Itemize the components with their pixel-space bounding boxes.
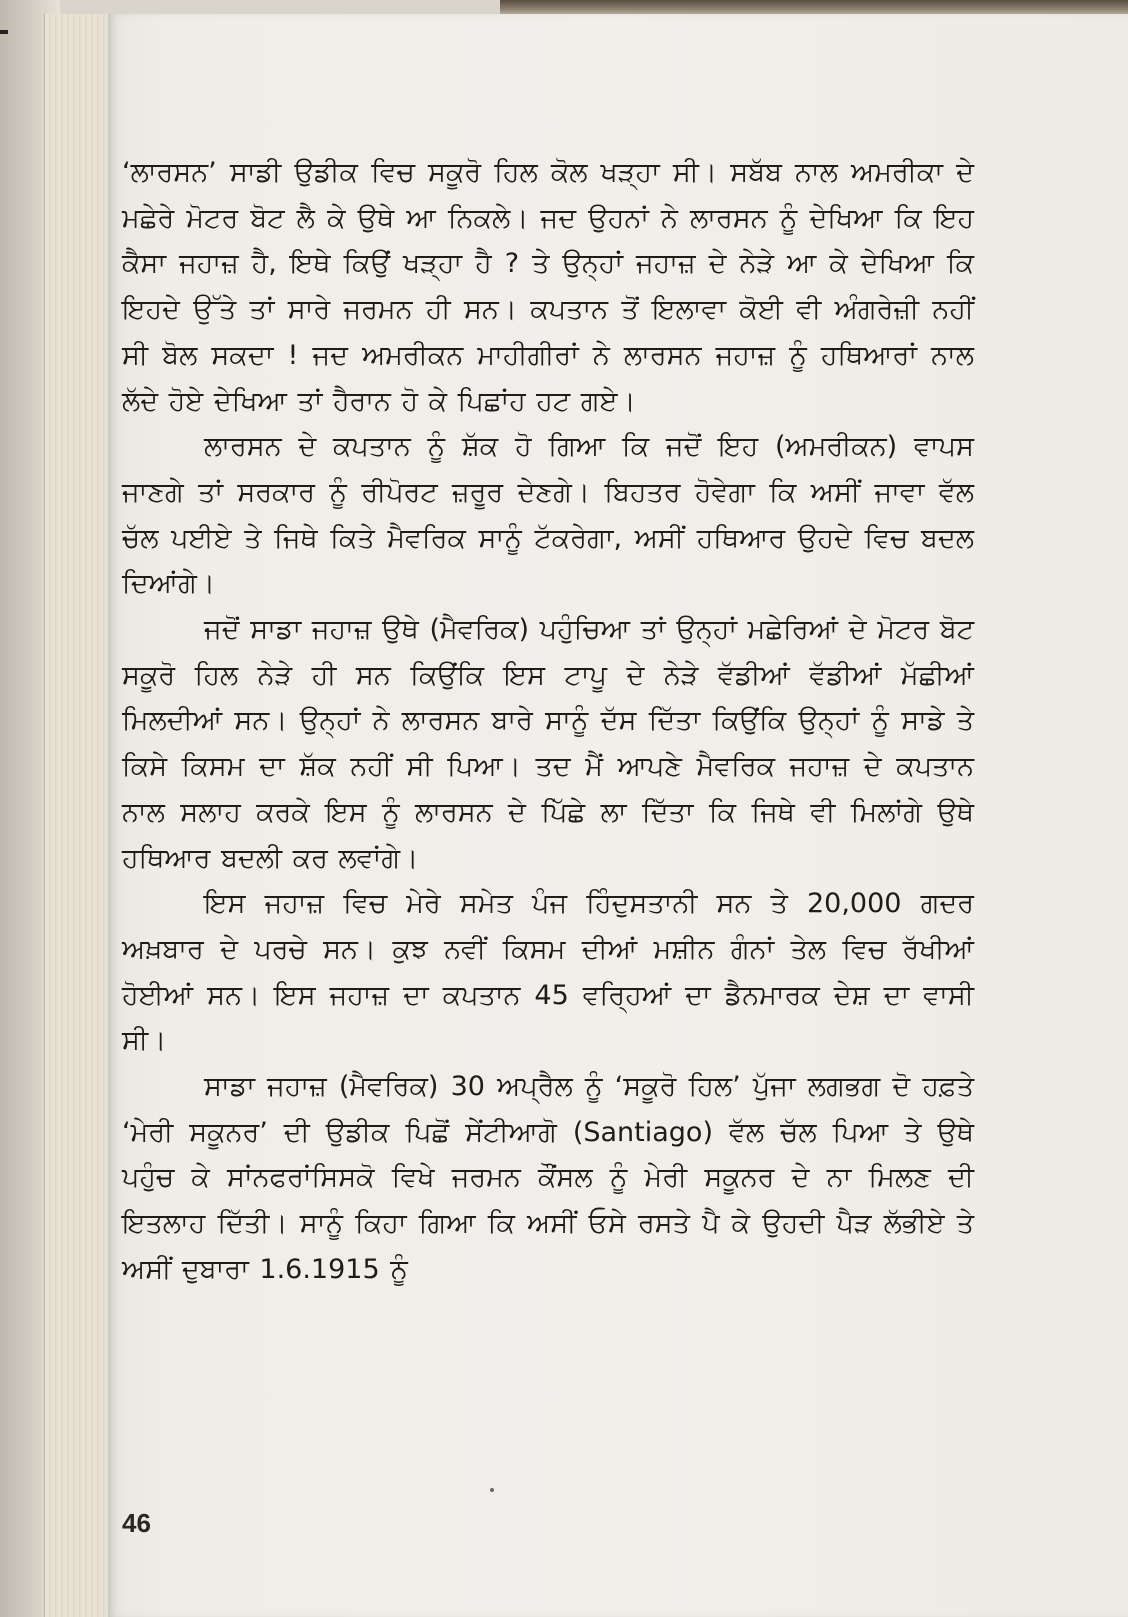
paragraph-4: ਇਸ ਜਹਾਜ਼ ਵਿਚ ਮੇਰੇ ਸਮੇਤ ਪੰਜ ਹਿੰਦੁਸਤਾਨੀ ਸਨ ਤੇ 20,000 ਗਦਰ ਅਖ਼ਬਾਰ ਦੇ ਪਰਚੇ ਸਨ। ਕੁਝ ਨਵੀਂ ਕਿਸਮ ਦੀਆਂ ਮਸ਼ੀਨ ਗੰਨਾਂ ਤੇਲ ਵਿਚ ਰੱਖੀਆਂ ਹੋਈਆਂ ਸਨ। ਇਸ ਜਹਾਜ਼ ਦਾ ਕਪਤਾਨ 45 ਵਰ੍ਹਿਆਂ ਦਾ ਡੈਨਮਾਰਕ ਦੇਸ਼ ਦਾ ਵਾਸੀ ਸੀ। bbox=[122, 888, 974, 1057]
page-body-text bbox=[122, 150, 974, 1293]
edge-mark bbox=[0, 30, 8, 34]
page-number: 46 bbox=[122, 1508, 151, 1538]
paragraph-1: ‘ਲਾਰਸਨ’ ਸਾਡੀ ਉਡੀਕ ਵਿਚ ਸਕੂਰੋ ਹਿਲ ਕੋਲ ਖੜ੍ਹਾ ਸੀ। ਸਬੱਬ ਨਾਲ ਅਮਰੀਕਾ ਦੇ ਮਛੇਰੇ ਮੋਟਰ ਬੋਟ ਲੈ ਕੇ ਉਥੇ ਆ ਨਿਕਲੇ। ਜਦ ਉਹਨਾਂ ਨੇ ਲਾਰਸਨ ਨੂੰ ਦੇਖਿਆ ਕਿ ਇਹ ਕੈਸਾ ਜਹਾਜ਼ ਹੈ, ਇਥੇ ਕਿਉਂ ਖੜ੍ਹਾ ਹੈ ? ਤੇ ਉਨ੍ਹਾਂ ਜਹਾਜ਼ ਦੇ ਨੇੜੇ ਆ ਕੇ ਦੇਖਿਆ ਕਿ ਇਹਦੇ ਉੱਤੇ ਤਾਂ ਸਾਰੇ ਜਰਮਨ ਹੀ ਸਨ। ਕਪਤਾਨ ਤੋਂ ਇਲਾਵਾ ਕੋਈ ਵੀ ਅੰਗਰੇਜ਼ੀ ਨਹੀਂ ਸੀ ਬੋਲ ਸਕਦਾ ! ਜਦ ਅਮਰੀਕਨ ਮਾਹੀਗੀਰਾਂ ਨੇ ਲਾਰਸਨ ਜਹਾਜ਼ ਨੂੰ ਹਥਿਆਰਾਂ ਨਾਲ ਲੱਦੇ ਹੋਏ ਦੇਖਿਆ ਤਾਂ ਹੈਰਾਨ ਹੋ ਕੇ ਪਿਛਾਂਹ ਹਟ ਗਏ। bbox=[122, 157, 974, 417]
ink-dot bbox=[490, 1488, 494, 1492]
paragraph-2: ਲਾਰਸਨ ਦੇ ਕਪਤਾਨ ਨੂੰ ਸ਼ੱਕ ਹੋ ਗਿਆ ਕਿ ਜਦੋਂ ਇਹ (ਅਮਰੀਕਨ) ਵਾਪਸ ਜਾਣਗੇ ਤਾਂ ਸਰਕਾਰ ਨੂੰ ਰੀਪੋਰਟ ਜ਼ਰੂਰ ਦੇਣਗੇ। ਬਿਹਤਰ ਹੋਵੇਗਾ ਕਿ ਅਸੀਂ ਜਾਵਾ ਵੱਲ ਚੱਲ ਪਈਏ ਤੇ ਜਿਥੇ ਕਿਤੇ ਮੈਵਰਿਕ ਸਾਨੂੰ ਟੱਕਰੇਗਾ, ਅਸੀਂ ਹਥਿਆਰ ਉਹਦੇ ਵਿਚ ਬਦਲ ਦਿਆਂਗੇ। bbox=[122, 431, 974, 600]
paragraph-3: ਜਦੋਂ ਸਾਡਾ ਜਹਾਜ਼ ਉਥੇ (ਮੈਵਰਿਕ) ਪਹੁੰਚਿਆ ਤਾਂ ਉਨ੍ਹਾਂ ਮਛੇਰਿਆਂ ਦੇ ਮੋਟਰ ਬੋਟ ਸਕੂਰੋ ਹਿਲ ਨੇੜੇ ਹੀ ਸਨ ਕਿਉਂਕਿ ਇਸ ਟਾਪੂ ਦੇ ਨੇੜੇ ਵੱਡੀਆਂ ਵੱਡੀਆਂ ਮੱਛੀਆਂ ਮਿਲਦੀਆਂ ਸਨ। ਉਨ੍ਹਾਂ ਨੇ ਲਾਰਸਨ ਬਾਰੇ ਸਾਨੂੰ ਦੱਸ ਦਿੱਤਾ ਕਿਉਂਕਿ ਉਨ੍ਹਾਂ ਨੂੰ ਸਾਡੇ ਤੇ ਕਿਸੇ ਕਿਸਮ ਦਾ ਸ਼ੱਕ ਨਹੀਂ ਸੀ ਪਿਆ। ਤਦ ਮੈਂ ਆਪਣੇ ਮੈਵਰਿਕ ਜਹਾਜ਼ ਦੇ ਕਪਤਾਨ ਨਾਲ ਸਲਾਹ ਕਰਕੇ ਇਸ ਨੂੰ ਲਾਰਸਨ ਦੇ ਪਿੱਛੇ ਲਾ ਦਿੱਤਾ ਕਿ ਜਿਥੇ ਵੀ ਮਿਲਾਂਗੇ ਉਥੇ ਹਥਿਆਰ ਬਦਲੀ ਕਰ ਲਵਾਂਗੇ। bbox=[122, 614, 974, 874]
page-edges bbox=[44, 14, 115, 1617]
paragraph-5: ਸਾਡਾ ਜਹਾਜ਼ (ਮੈਵਰਿਕ) 30 ਅਪ੍ਰੈਲ ਨੂੰ ‘ਸਕੂਰੋ ਹਿਲ’ ਪੁੱਜਾ ਲਗਭਗ ਦੋ ਹਫ਼ਤੇ ‘ਮੇਰੀ ਸਕੂਨਰ’ ਦੀ ਉਡੀਕ ਪਿਛੋਂ ਸੇਂਟੀਆਗੋ (Santiago) ਵੱਲ ਚੱਲ ਪਿਆ ਤੇ ਉਥੇ ਪਹੁੰਚ ਕੇ ਸਾਂਨਫਰਾਂਸਿਸਕੋ ਵਿਖੇ ਜਰਮਨ ਕੌਂਸਲ ਨੂੰ ਮੇਰੀ ਸਕੂਨਰ ਦੇ ਨਾ ਮਿਲਣ ਦੀ ਇਤਲਾਹ ਦਿੱਤੀ। ਸਾਨੂੰ ਕਿਹਾ ਗਿਆ ਕਿ ਅਸੀਂ ਓਸੇ ਰਸਤੇ ਪੈ ਕੇ ਉਹਦੀ ਪੈੜ ਲੱਭੀਏ ਤੇ ਅਸੀਂ ਦੁਬਾਰਾ 1.6.1915 ਨੂੰ bbox=[122, 1071, 974, 1285]
